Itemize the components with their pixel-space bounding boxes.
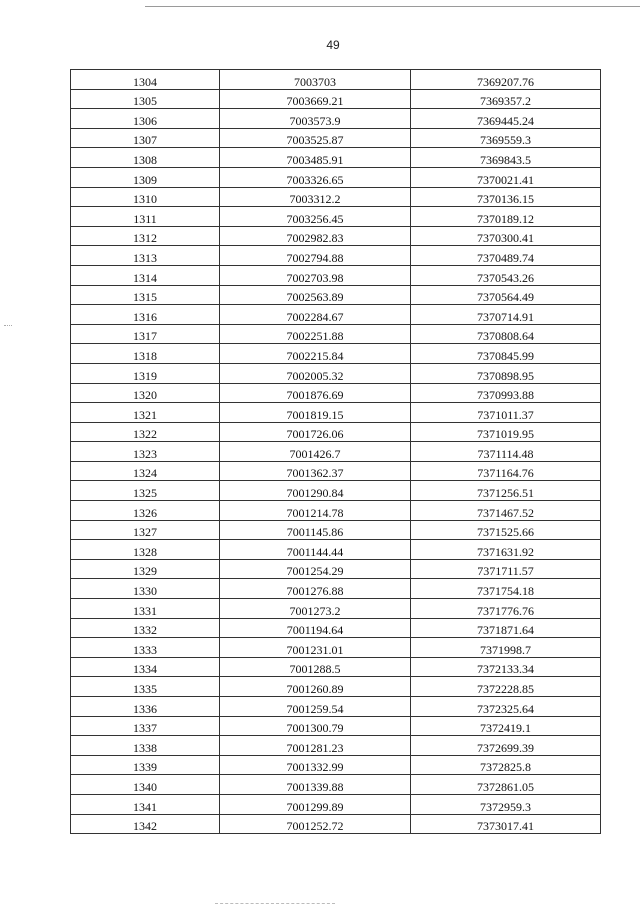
coordinates-table bbox=[70, 69, 601, 834]
point-number-cell: 1319 bbox=[71, 363, 220, 383]
y-coordinate-cell: 7373017.41 bbox=[411, 814, 601, 834]
table-row bbox=[71, 109, 601, 129]
point-number-cell: 1306 bbox=[71, 109, 220, 129]
x-coordinate-cell: 7001194.64 bbox=[220, 618, 411, 638]
point-number-cell: 1308 bbox=[71, 148, 220, 168]
x-coordinate-cell: 7001876.69 bbox=[220, 383, 411, 403]
y-coordinate-cell: 7371525.66 bbox=[411, 520, 601, 540]
table-row bbox=[71, 167, 601, 187]
table-row bbox=[71, 305, 601, 325]
point-number-cell: 1326 bbox=[71, 501, 220, 521]
table-row bbox=[71, 520, 601, 540]
x-coordinate-cell: 7001252.72 bbox=[220, 814, 411, 834]
y-coordinate-cell: 7372861.05 bbox=[411, 775, 601, 795]
point-number-cell: 1321 bbox=[71, 403, 220, 423]
top-border-line bbox=[145, 6, 640, 7]
point-number-cell: 1341 bbox=[71, 794, 220, 814]
table-row bbox=[71, 657, 601, 677]
y-coordinate-cell: 7369207.76 bbox=[411, 70, 601, 90]
x-coordinate-cell: 7001214.78 bbox=[220, 501, 411, 521]
table-row bbox=[71, 187, 601, 207]
point-number-cell: 1316 bbox=[71, 305, 220, 325]
y-coordinate-cell: 7370021.41 bbox=[411, 167, 601, 187]
point-number-cell: 1334 bbox=[71, 657, 220, 677]
x-coordinate-cell: 7001339.88 bbox=[220, 775, 411, 795]
x-coordinate-cell: 7001145.86 bbox=[220, 520, 411, 540]
y-coordinate-cell: 7372228.85 bbox=[411, 677, 601, 697]
y-coordinate-cell: 7370714.91 bbox=[411, 305, 601, 325]
x-coordinate-cell: 7002703.98 bbox=[220, 265, 411, 285]
x-coordinate-cell: 7003669.21 bbox=[220, 89, 411, 109]
y-coordinate-cell: 7369357.2 bbox=[411, 89, 601, 109]
point-number-cell: 1340 bbox=[71, 775, 220, 795]
point-number-cell: 1318 bbox=[71, 344, 220, 364]
point-number-cell: 1315 bbox=[71, 285, 220, 305]
x-coordinate-cell: 7002215.84 bbox=[220, 344, 411, 364]
x-coordinate-cell: 7001299.89 bbox=[220, 794, 411, 814]
x-coordinate-cell: 7001332.99 bbox=[220, 755, 411, 775]
x-coordinate-cell: 7001300.79 bbox=[220, 716, 411, 736]
y-coordinate-cell: 7371754.18 bbox=[411, 579, 601, 599]
x-coordinate-cell: 7001231.01 bbox=[220, 638, 411, 658]
point-number-cell: 1312 bbox=[71, 226, 220, 246]
point-number-cell: 1332 bbox=[71, 618, 220, 638]
page-number: 49 bbox=[326, 38, 340, 52]
table-row bbox=[71, 697, 601, 717]
x-coordinate-cell: 7001276.88 bbox=[220, 579, 411, 599]
point-number-cell: 1325 bbox=[71, 481, 220, 501]
x-coordinate-cell: 7003312.2 bbox=[220, 187, 411, 207]
y-coordinate-cell: 7371164.76 bbox=[411, 461, 601, 481]
x-coordinate-cell: 7003485.91 bbox=[220, 148, 411, 168]
y-coordinate-cell: 7371871.64 bbox=[411, 618, 601, 638]
table-row bbox=[71, 265, 601, 285]
table-row bbox=[71, 716, 601, 736]
point-number-cell: 1320 bbox=[71, 383, 220, 403]
point-number-cell: 1336 bbox=[71, 697, 220, 717]
point-number-cell: 1337 bbox=[71, 716, 220, 736]
y-coordinate-cell: 7372419.1 bbox=[411, 716, 601, 736]
table-row bbox=[71, 344, 601, 364]
table-row bbox=[71, 618, 601, 638]
y-coordinate-cell: 7371467.52 bbox=[411, 501, 601, 521]
table-row bbox=[71, 89, 601, 109]
table-row bbox=[71, 736, 601, 756]
y-coordinate-cell: 7371711.57 bbox=[411, 559, 601, 579]
point-number-cell: 1324 bbox=[71, 461, 220, 481]
y-coordinate-cell: 7371019.95 bbox=[411, 422, 601, 442]
table-row bbox=[71, 638, 601, 658]
x-coordinate-cell: 7002005.32 bbox=[220, 363, 411, 383]
table-row bbox=[71, 775, 601, 795]
x-coordinate-cell: 7001726.06 bbox=[220, 422, 411, 442]
point-number-cell: 1330 bbox=[71, 579, 220, 599]
y-coordinate-cell: 7370898.95 bbox=[411, 363, 601, 383]
table-row bbox=[71, 128, 601, 148]
x-coordinate-cell: 7001362.37 bbox=[220, 461, 411, 481]
table-row bbox=[71, 559, 601, 579]
point-number-cell: 1314 bbox=[71, 265, 220, 285]
table-row bbox=[71, 599, 601, 619]
table-row bbox=[71, 481, 601, 501]
y-coordinate-cell: 7370564.49 bbox=[411, 285, 601, 305]
y-coordinate-cell: 7370543.26 bbox=[411, 265, 601, 285]
table-row bbox=[71, 794, 601, 814]
y-coordinate-cell: 7370489.74 bbox=[411, 246, 601, 266]
bottom-scan-line bbox=[215, 903, 335, 904]
point-number-cell: 1322 bbox=[71, 422, 220, 442]
y-coordinate-cell: 7372959.3 bbox=[411, 794, 601, 814]
x-coordinate-cell: 7003573.9 bbox=[220, 109, 411, 129]
point-number-cell: 1317 bbox=[71, 324, 220, 344]
y-coordinate-cell: 7370300.41 bbox=[411, 226, 601, 246]
table-row bbox=[71, 148, 601, 168]
x-coordinate-cell: 7003326.65 bbox=[220, 167, 411, 187]
y-coordinate-cell: 7371011.37 bbox=[411, 403, 601, 423]
x-coordinate-cell: 7002251.88 bbox=[220, 324, 411, 344]
table-row bbox=[71, 579, 601, 599]
table-row bbox=[71, 755, 601, 775]
table-row bbox=[71, 501, 601, 521]
y-coordinate-cell: 7371998.7 bbox=[411, 638, 601, 658]
table-row bbox=[71, 70, 601, 90]
table-row bbox=[71, 461, 601, 481]
point-number-cell: 1307 bbox=[71, 128, 220, 148]
point-number-cell: 1313 bbox=[71, 246, 220, 266]
point-number-cell: 1342 bbox=[71, 814, 220, 834]
x-coordinate-cell: 7002794.88 bbox=[220, 246, 411, 266]
y-coordinate-cell: 7369445.24 bbox=[411, 109, 601, 129]
y-coordinate-cell: 7369559.3 bbox=[411, 128, 601, 148]
y-coordinate-cell: 7370993.88 bbox=[411, 383, 601, 403]
point-number-cell: 1339 bbox=[71, 755, 220, 775]
x-coordinate-cell: 7001260.89 bbox=[220, 677, 411, 697]
y-coordinate-cell: 7371114.48 bbox=[411, 442, 601, 462]
point-number-cell: 1328 bbox=[71, 540, 220, 560]
y-coordinate-cell: 7369843.5 bbox=[411, 148, 601, 168]
table-row bbox=[71, 246, 601, 266]
y-coordinate-cell: 7371256.51 bbox=[411, 481, 601, 501]
table-row bbox=[71, 207, 601, 227]
table-row bbox=[71, 814, 601, 834]
x-coordinate-cell: 7001819.15 bbox=[220, 403, 411, 423]
margin-mark bbox=[4, 325, 12, 326]
point-number-cell: 1323 bbox=[71, 442, 220, 462]
y-coordinate-cell: 7372825.8 bbox=[411, 755, 601, 775]
x-coordinate-cell: 7001290.84 bbox=[220, 481, 411, 501]
table-row bbox=[71, 422, 601, 442]
point-number-cell: 1309 bbox=[71, 167, 220, 187]
point-number-cell: 1331 bbox=[71, 599, 220, 619]
point-number-cell: 1310 bbox=[71, 187, 220, 207]
x-coordinate-cell: 7001259.54 bbox=[220, 697, 411, 717]
x-coordinate-cell: 7001254.29 bbox=[220, 559, 411, 579]
coordinates-table-body bbox=[71, 70, 601, 834]
x-coordinate-cell: 7003256.45 bbox=[220, 207, 411, 227]
y-coordinate-cell: 7370189.12 bbox=[411, 207, 601, 227]
point-number-cell: 1338 bbox=[71, 736, 220, 756]
point-number-cell: 1335 bbox=[71, 677, 220, 697]
x-coordinate-cell: 7002563.89 bbox=[220, 285, 411, 305]
point-number-cell: 1329 bbox=[71, 559, 220, 579]
y-coordinate-cell: 7372699.39 bbox=[411, 736, 601, 756]
point-number-cell: 1305 bbox=[71, 89, 220, 109]
point-number-cell: 1327 bbox=[71, 520, 220, 540]
y-coordinate-cell: 7372133.34 bbox=[411, 657, 601, 677]
y-coordinate-cell: 7370845.99 bbox=[411, 344, 601, 364]
table-row bbox=[71, 540, 601, 560]
table-row bbox=[71, 677, 601, 697]
x-coordinate-cell: 7001144.44 bbox=[220, 540, 411, 560]
y-coordinate-cell: 7371631.92 bbox=[411, 540, 601, 560]
table-row bbox=[71, 383, 601, 403]
y-coordinate-cell: 7371776.76 bbox=[411, 599, 601, 619]
y-coordinate-cell: 7370136.15 bbox=[411, 187, 601, 207]
x-coordinate-cell: 7001273.2 bbox=[220, 599, 411, 619]
x-coordinate-cell: 7001288.5 bbox=[220, 657, 411, 677]
x-coordinate-cell: 7003525.87 bbox=[220, 128, 411, 148]
y-coordinate-cell: 7372325.64 bbox=[411, 697, 601, 717]
table-row bbox=[71, 324, 601, 344]
point-number-cell: 1333 bbox=[71, 638, 220, 658]
y-coordinate-cell: 7370808.64 bbox=[411, 324, 601, 344]
table-row bbox=[71, 285, 601, 305]
x-coordinate-cell: 7003703 bbox=[220, 70, 411, 90]
table-row bbox=[71, 442, 601, 462]
table-row bbox=[71, 363, 601, 383]
point-number-cell: 1311 bbox=[71, 207, 220, 227]
table-row bbox=[71, 403, 601, 423]
x-coordinate-cell: 7001426.7 bbox=[220, 442, 411, 462]
point-number-cell: 1304 bbox=[71, 70, 220, 90]
table-row bbox=[71, 226, 601, 246]
x-coordinate-cell: 7002284.67 bbox=[220, 305, 411, 325]
x-coordinate-cell: 7002982.83 bbox=[220, 226, 411, 246]
x-coordinate-cell: 7001281.23 bbox=[220, 736, 411, 756]
